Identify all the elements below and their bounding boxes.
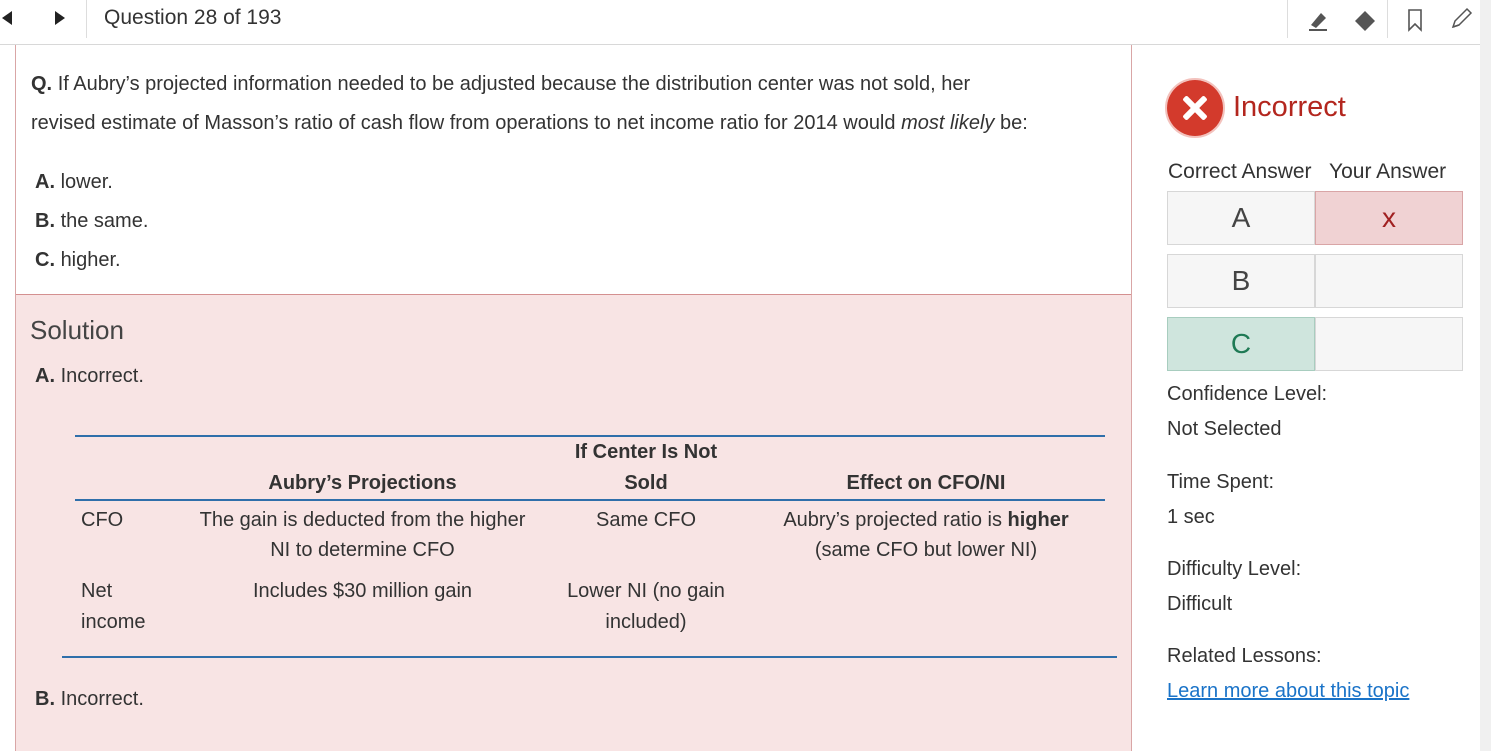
- option-letter: A.: [35, 171, 55, 193]
- time-value: 1 sec: [1167, 506, 1215, 528]
- question-line2-start: revised estimate of Masson’s ratio of cash flow from operations to net income ratio for 2014 would: [31, 112, 902, 134]
- eraser-icon[interactable]: [1350, 4, 1380, 34]
- ni-center-1: Lower NI (no gain: [567, 580, 725, 602]
- result-status: Incorrect: [1233, 91, 1346, 123]
- solution-letter: A.: [35, 365, 55, 387]
- cfo-effect-2: (same CFO but lower NI): [814, 539, 1038, 561]
- question-emphasis: most likely: [901, 112, 995, 134]
- your-cell-a: x: [1315, 191, 1463, 245]
- solution-text: Incorrect.: [60, 688, 144, 710]
- header-effect: Effect on CFO/NI: [846, 472, 1006, 494]
- question-prefix: Q.: [31, 73, 53, 95]
- solution-text: Incorrect.: [60, 365, 144, 387]
- cfo-projections-1: The gain is deducted from the higher: [199, 509, 526, 531]
- ni-projections: Includes $30 million gain: [252, 580, 473, 602]
- option-letter: C.: [35, 249, 55, 271]
- header-projections: Aubry’s Projections: [268, 472, 457, 494]
- table-header-rule: [75, 499, 1105, 501]
- ni-center-2: included): [605, 611, 687, 633]
- correct-answer-heading: Correct Answer: [1168, 160, 1312, 183]
- confidence-label: Confidence Level:: [1167, 383, 1328, 405]
- scrollbar[interactable]: [1480, 0, 1491, 751]
- your-cell-b: [1315, 254, 1463, 308]
- row-label-income: income: [81, 611, 146, 633]
- your-answer-heading: Your Answer: [1329, 160, 1447, 183]
- pencil-icon[interactable]: [1446, 4, 1476, 34]
- solution-a: [35, 365, 144, 388]
- option-c[interactable]: [35, 241, 148, 280]
- solution-title: Solution: [30, 315, 124, 345]
- cfo-center: Same CFO: [595, 509, 697, 531]
- bookmark-icon[interactable]: [1400, 4, 1430, 34]
- difficulty-label: Difficulty Level:: [1167, 558, 1302, 580]
- question-text: [31, 65, 1126, 143]
- option-a[interactable]: [35, 163, 148, 202]
- header-center-line2: Sold: [624, 472, 668, 494]
- highlighter-icon[interactable]: [1303, 4, 1333, 34]
- cfo-effect-bold: higher: [1007, 509, 1069, 531]
- option-text: lower.: [60, 171, 113, 193]
- confidence-value: Not Selected: [1167, 418, 1282, 440]
- your-cell-c: [1315, 317, 1463, 371]
- row-label-cfo: CFO: [81, 509, 124, 531]
- correct-cell-a: A: [1167, 191, 1315, 245]
- time-label: Time Spent:: [1167, 471, 1275, 493]
- table-bottom-rule: [62, 656, 1117, 658]
- option-text: the same.: [60, 210, 149, 232]
- correct-cell-b: B: [1167, 254, 1315, 308]
- cfo-projections-2: NI to determine CFO: [270, 539, 455, 561]
- option-letter: B.: [35, 210, 55, 232]
- answer-options: [35, 163, 148, 280]
- solution-letter: B.: [35, 688, 55, 710]
- question-line2-end: be:: [994, 112, 1028, 134]
- difficulty-value: Difficult: [1167, 593, 1233, 615]
- previous-question-icon[interactable]: [0, 8, 20, 28]
- learn-more-link[interactable]: Learn more about this topic: [1167, 680, 1410, 702]
- question-line1: If Aubry’s projected information needed to be adjusted because the distribution center was not sold, her: [57, 73, 971, 95]
- cfo-effect-text: Aubry’s projected ratio is: [783, 509, 1008, 531]
- divider: [1387, 0, 1388, 38]
- option-text: higher.: [60, 249, 121, 271]
- incorrect-x-icon: [1167, 80, 1223, 136]
- divider: [86, 0, 87, 38]
- cfo-effect-1: [756, 505, 1096, 536]
- row-label-net: Net: [81, 580, 113, 602]
- solution-b: [35, 688, 144, 711]
- solution-panel: [16, 294, 1131, 751]
- option-b[interactable]: [35, 202, 148, 241]
- lessons-label: Related Lessons:: [1167, 645, 1322, 667]
- question-panel: [15, 45, 1132, 751]
- divider: [1287, 0, 1288, 38]
- correct-cell-c: C: [1167, 317, 1315, 371]
- top-toolbar: [0, 0, 1480, 45]
- question-counter: Question 28 of 193: [104, 6, 282, 29]
- next-question-icon[interactable]: [50, 8, 70, 28]
- header-center-line1: If Center Is Not: [574, 441, 718, 463]
